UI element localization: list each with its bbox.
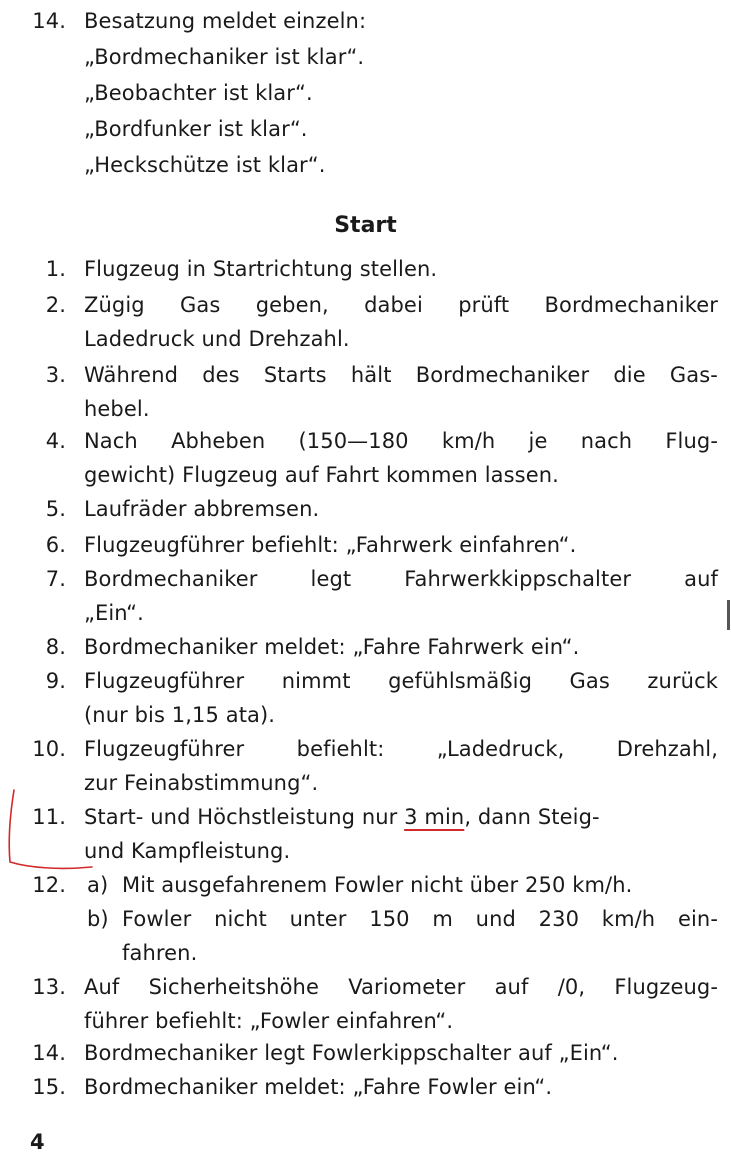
- item-text: führer befiehlt: „Fowler einfahren“.: [84, 1009, 454, 1033]
- item-text: [84, 800, 718, 835]
- item-text-part: , dann Steig-: [464, 805, 600, 829]
- item-number: 10.: [32, 737, 66, 761]
- item-text: Nach Abheben (150—180 km/h je nach Flug-: [84, 429, 718, 453]
- item-number: 3.: [45, 363, 66, 387]
- item-text: und Kampfleistung.: [84, 839, 291, 863]
- item-text: Zügig Gas geben, dabei prüft Bordmechaniker: [84, 293, 718, 317]
- item-number: 8.: [45, 635, 66, 659]
- item-number: 14.: [32, 1041, 66, 1065]
- item-text: „Beobachter ist klar“.: [84, 81, 313, 105]
- section-heading: Start: [334, 213, 397, 238]
- item-number: 2.: [45, 293, 66, 317]
- item-text: Laufräder abbremsen.: [84, 497, 320, 521]
- item-number: 5.: [45, 497, 66, 521]
- sub-item-text-b: Fowler nicht unter 150 m und 230 km/h ein-: [122, 907, 718, 931]
- item-number: 11.: [32, 805, 66, 829]
- item-text-part: Start- und Höchstleistung nur: [84, 805, 405, 829]
- item-text: Bordmechaniker legt Fowlerkippschalter auf „Ein“.: [84, 1041, 619, 1065]
- item-text: „Ein“.: [84, 601, 144, 625]
- item-number: 12.: [32, 873, 66, 897]
- item-text: „Bordfunker ist klar“.: [84, 117, 308, 141]
- sub-item-text-a: Mit ausgefahrenem Fowler nicht über 250 km/h.: [122, 873, 633, 897]
- item-number: 9.: [45, 669, 66, 693]
- item-text: Besatzung meldet einzeln:: [84, 9, 367, 33]
- item-text: Bordmechaniker meldet: „Fahre Fahrwerk ein“.: [84, 635, 580, 659]
- item-text: Bordmechaniker legt Fahrwerkkippschalter auf: [84, 567, 718, 591]
- sub-item-label-b: b): [87, 907, 109, 931]
- item-text: Flugzeugführer befiehlt: „Ladedruck, Drehzahl,: [84, 737, 718, 761]
- item-text: Flugzeugführer nimmt gefühlsmäßig Gas zurück: [84, 669, 718, 693]
- item-number: 15.: [32, 1075, 66, 1099]
- item-number: 14.: [32, 9, 66, 33]
- item-number: 1.: [45, 257, 66, 281]
- item-text: zur Feinabstimmung“.: [84, 771, 319, 795]
- item-number: 4.: [45, 429, 66, 453]
- sub-item-label-a: a): [87, 873, 109, 897]
- item-number: 13.: [32, 975, 66, 999]
- item-text: Während des Starts hält Bordmechaniker die Gas-: [84, 363, 718, 387]
- sub-item-text-b: fahren.: [122, 941, 198, 965]
- item-text: (nur bis 1,15 ata).: [84, 703, 276, 727]
- item-text: „Bordmechaniker ist klar“.: [84, 45, 365, 69]
- item-text: Flugzeugführer befiehlt: „Fahrwerk einfahren“.: [84, 533, 577, 557]
- item-number: 6.: [45, 533, 66, 557]
- item-text: Flugzeug in Startrichtung stellen.: [84, 257, 438, 281]
- item-text: Auf Sicherheitshöhe Variometer auf /0, Flugzeug-: [84, 975, 718, 999]
- item-text: hebel.: [84, 397, 150, 421]
- item-number: 7.: [45, 567, 66, 591]
- page-number: 4: [30, 1130, 45, 1154]
- item-text: gewicht) Flugzeug auf Fahrt kommen lassen.: [84, 463, 559, 487]
- margin-mark: [727, 600, 730, 630]
- underlined-duration: 3 min: [404, 805, 465, 829]
- item-text: Ladedruck und Drehzahl.: [84, 327, 350, 351]
- item-text: „Heckschütze ist klar“.: [84, 153, 326, 177]
- item-text: Bordmechaniker meldet: „Fahre Fowler ein“.: [84, 1075, 553, 1099]
